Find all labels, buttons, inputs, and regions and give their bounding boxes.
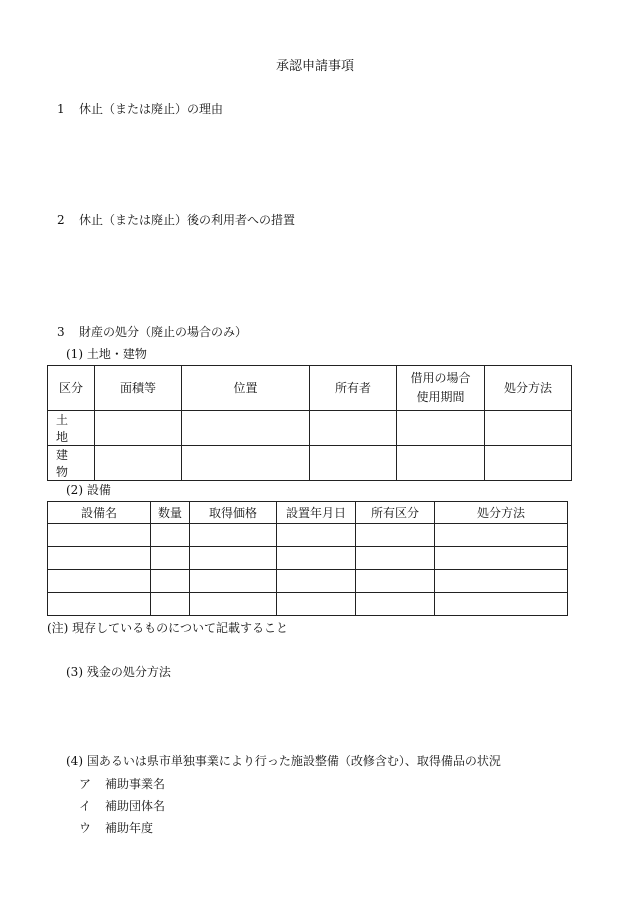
table-row [48,570,568,593]
table-cell[interactable] [151,524,190,547]
table-cell[interactable] [48,570,151,593]
table-cell[interactable] [397,411,485,446]
table-cell[interactable] [356,524,435,547]
col-header: 処分方法 [485,366,572,411]
table-cell[interactable] [485,411,572,446]
section-1-number: 1 [57,102,65,116]
col-header: 取得価格 [190,502,277,524]
item-kana: ア [79,777,92,791]
table-cell[interactable] [277,570,356,593]
item-subsidy-organization-name: 補助団体名 [105,799,166,813]
table-cell[interactable] [356,593,435,616]
item-subsidy-project-name: 補助事業名 [105,777,166,791]
item-kana: イ [79,799,92,813]
row-label: 建 物 [48,446,95,481]
col-header: 数量 [151,502,190,524]
table-cell[interactable] [182,446,310,481]
table-cell[interactable] [435,524,568,547]
land-building-table [47,365,572,481]
table-cell[interactable] [356,547,435,570]
section-1-heading: 休止（または廃止）の理由 [79,102,224,116]
table-cell[interactable] [95,411,182,446]
table-cell[interactable] [182,411,310,446]
col-header-line: 借用の場合 [410,371,471,385]
col-header: 面積等 [95,366,182,411]
table-cell[interactable] [151,593,190,616]
table-cell[interactable] [310,446,397,481]
table-row [48,446,572,481]
table-cell[interactable] [48,524,151,547]
table-cell[interactable] [151,547,190,570]
subsection-3-label: (3) 残金の処分方法 [66,665,171,679]
col-header: 位置 [182,366,310,411]
table-cell[interactable] [277,524,356,547]
equipment-table [47,501,568,616]
table-row [48,524,568,547]
table-cell[interactable] [48,547,151,570]
table-cell[interactable] [310,411,397,446]
section-2-number: 2 [57,213,65,227]
equipment-note: (注) 現存しているものについて記載すること [47,621,288,635]
page-title: 承認申請事項 [275,59,354,74]
section-3-heading: 財産の処分（廃止の場合のみ） [79,325,248,339]
subsection-4-label: (4) 国あるいは県市単独事業により行った施設整備（改修含む）、取得備品の状況 [66,754,501,768]
table-row [48,411,572,446]
col-header: 区分 [48,366,95,411]
table-cell[interactable] [397,446,485,481]
col-header-borrowed [397,366,485,411]
table-row [48,593,568,616]
table-cell[interactable] [190,570,277,593]
table-header-row [48,366,572,411]
table-cell[interactable] [190,547,277,570]
section-2-heading: 休止（または廃止）後の利用者への措置 [79,213,296,227]
table-cell[interactable] [277,547,356,570]
subsection-1-label: (1) 土地・建物 [66,347,147,361]
table-cell[interactable] [435,547,568,570]
table-cell[interactable] [151,570,190,593]
item-subsidy-year: 補助年度 [105,821,154,835]
table-header-row [48,502,568,524]
item-kana: ウ [79,821,92,835]
table-cell[interactable] [277,593,356,616]
table-cell[interactable] [190,524,277,547]
col-header: 所有区分 [356,502,435,524]
row-label: 土 地 [48,411,95,446]
col-header: 処分方法 [435,502,568,524]
table-cell[interactable] [95,446,182,481]
col-header: 設備名 [48,502,151,524]
table-cell[interactable] [485,446,572,481]
table-cell[interactable] [48,593,151,616]
table-cell[interactable] [435,593,568,616]
table-row [48,547,568,570]
col-header: 所有者 [310,366,397,411]
table-cell[interactable] [190,593,277,616]
subsection-2-label: (2) 設備 [66,483,111,497]
table-cell[interactable] [356,570,435,593]
col-header-line: 使用期間 [416,390,465,404]
section-3-number: 3 [57,325,65,339]
table-cell[interactable] [435,570,568,593]
col-header: 設置年月日 [277,502,356,524]
